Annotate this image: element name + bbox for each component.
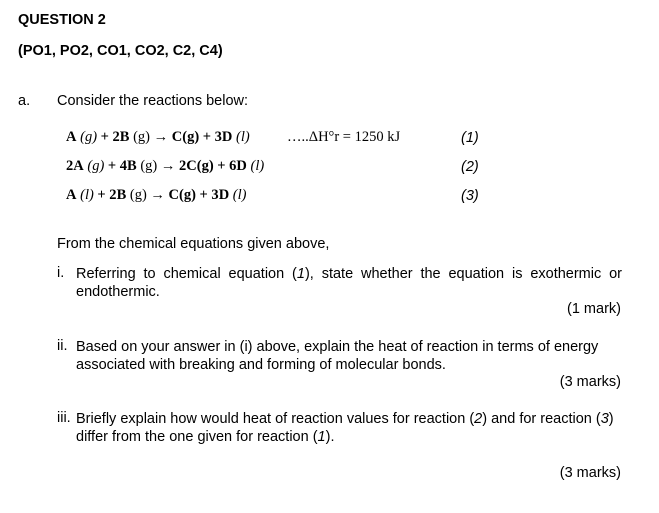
marks-i: (1 mark)	[567, 301, 621, 317]
equation-3: A (l) + 2B (g) → C(g) + 3D (l)	[66, 187, 247, 203]
equation-number-3: (3)	[461, 188, 479, 204]
outcomes-list: (PO1, PO2, CO1, CO2, C2, C4)	[18, 43, 223, 59]
question-numeral-ii: ii.	[57, 338, 68, 354]
enthalpy-change: …..ΔH°r = 1250 kJ	[287, 129, 401, 145]
equation-2: 2A (g) + 4B (g) → 2C(g) + 6D (l)	[66, 158, 265, 174]
question-numeral-iii: iii.	[57, 410, 71, 426]
marks-iii: (3 marks)	[559, 465, 621, 481]
question-text-i: Referring to chemical equation (1), state whether the equation is exothermic or endothermic.	[76, 266, 622, 300]
question-numeral-i: i.	[57, 265, 65, 281]
part-intro: Consider the reactions below:	[57, 93, 249, 109]
question-title: QUESTION 2	[18, 12, 106, 28]
part-letter: a.	[18, 93, 31, 109]
equation-number-1: (1)	[461, 130, 479, 146]
equation-1: A (g) + 2B (g) → C(g) + 3D (l)	[66, 129, 250, 145]
equation-number-2: (2)	[461, 159, 479, 175]
question-text-ii: Based on your answer in (i) above, explain the heat of reaction in terms of energy associated with breaking and forming of molecular bonds.	[76, 339, 599, 373]
question-text-iii: Briefly explain how would heat of reaction values for reaction (2) and for reaction (3) differ from the one given for reaction (1).	[76, 411, 614, 445]
marks-ii: (3 marks)	[559, 374, 621, 390]
lead-text: From the chemical equations given above,	[57, 236, 330, 252]
